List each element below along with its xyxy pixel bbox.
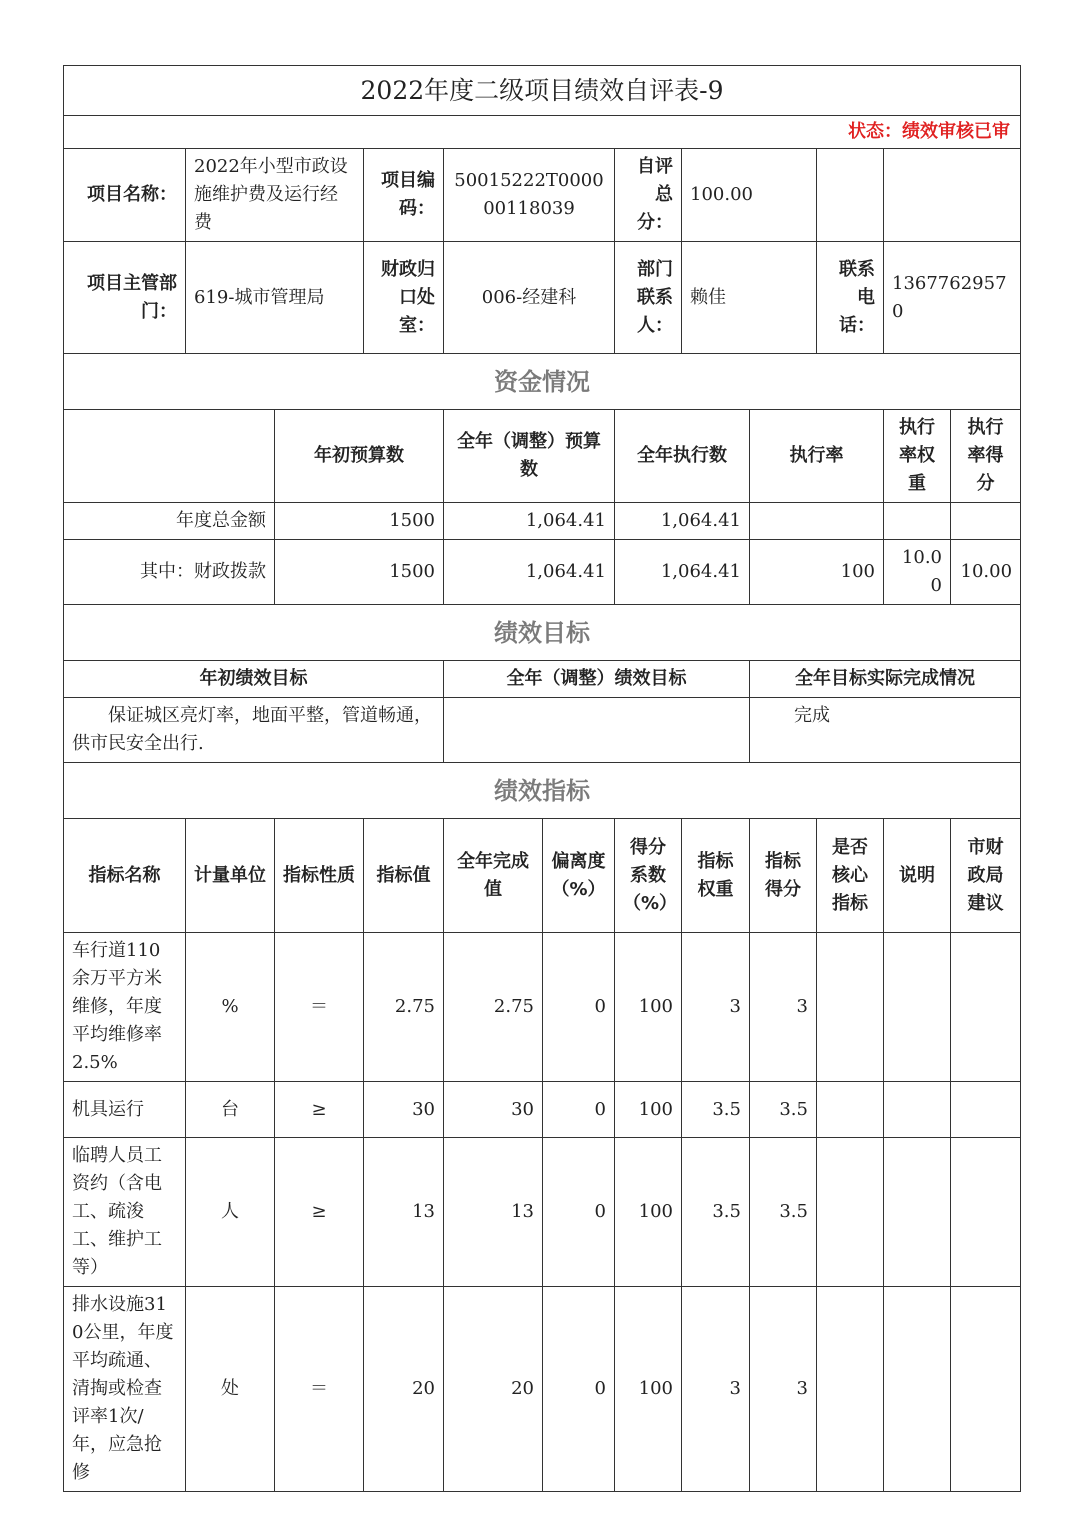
indicator-cell: 0	[543, 1138, 615, 1287]
indicator-header: 得分系数（%）	[615, 819, 682, 933]
indicator-cell: 2.75	[444, 933, 543, 1082]
indicator-cell: 机具运行	[64, 1082, 186, 1138]
indicator-row	[64, 1287, 1021, 1492]
indicator-header: 指标得分	[750, 819, 817, 933]
funds-cell	[884, 503, 951, 540]
indicator-cell: 30	[444, 1082, 543, 1138]
evaluation-sheet	[63, 65, 1020, 1492]
indicator-header: 说明	[884, 819, 951, 933]
indicator-cell: 100	[615, 1138, 682, 1287]
funds-header	[64, 410, 275, 503]
dept-value: 619-城市管理局	[186, 242, 364, 354]
indicator-cell	[951, 1287, 1021, 1492]
funds-cell: 10.00	[884, 540, 951, 605]
funds-cell	[951, 503, 1021, 540]
indicator-cell: 0	[543, 933, 615, 1082]
phone-value: 13677629570	[884, 242, 1021, 354]
indicator-row	[64, 1138, 1021, 1287]
indicator-cell: ≥	[275, 1138, 364, 1287]
indicator-cell: 3	[682, 1287, 750, 1492]
indicator-cell: ＝	[275, 1287, 364, 1492]
funds-cell	[750, 503, 884, 540]
indicator-header: 计量单位	[186, 819, 275, 933]
indicator-cell: 处	[186, 1287, 275, 1492]
dept-label: 项目主管部门：	[64, 242, 186, 354]
status-badge: 状态：绩效审核已审	[848, 121, 1011, 142]
funds-row	[64, 503, 1021, 540]
indicator-cell	[884, 1287, 951, 1492]
self-score: 100.00	[682, 149, 817, 242]
indicator-cell	[951, 1138, 1021, 1287]
indicator-header: 市财政局建议	[951, 819, 1021, 933]
funds-cell: 1500	[275, 540, 444, 605]
goals-section-title: 绩效目标	[64, 605, 1021, 661]
project-code-label: 项目编码：	[364, 149, 444, 242]
funds-header: 执行率得分	[951, 410, 1021, 503]
indicator-cell: 20	[364, 1287, 444, 1492]
indicator-cell: 0	[543, 1082, 615, 1138]
indicator-cell: %	[186, 933, 275, 1082]
funds-cell: 100	[750, 540, 884, 605]
indicator-cell: 台	[186, 1082, 275, 1138]
indicator-cell: 13	[444, 1138, 543, 1287]
indicator-row	[64, 933, 1021, 1082]
indicator-cell: 3.5	[750, 1082, 817, 1138]
indicator-cell: 30	[364, 1082, 444, 1138]
indicator-cell	[951, 1082, 1021, 1138]
indicator-cell	[817, 933, 884, 1082]
funds-cell: 10.00	[951, 540, 1021, 605]
initial-goal: 保证城区亮灯率，地面平整，管道畅通，供市民安全出行.	[64, 698, 444, 763]
funds-cell: 1500	[275, 503, 444, 540]
project-name: 2022年小型市政设施维护费及运行经费	[186, 149, 364, 242]
evaluation-table	[63, 65, 1021, 1492]
indicator-cell: 3	[750, 1287, 817, 1492]
indicator-cell: 100	[615, 933, 682, 1082]
contact-value: 赖佳	[682, 242, 817, 354]
indicator-cell: 2.75	[364, 933, 444, 1082]
indicator-cell: 3.5	[682, 1082, 750, 1138]
funds-cell: 其中：财政拨款	[64, 540, 275, 605]
funds-section-title: 资金情况	[64, 354, 1021, 410]
indicator-header: 指标权重	[682, 819, 750, 933]
indicators-section-title: 绩效指标	[64, 763, 1021, 819]
indicator-cell: ＝	[275, 933, 364, 1082]
indicator-header: 指标值	[364, 819, 444, 933]
indicator-header: 全年完成值	[444, 819, 543, 933]
indicator-cell: 13	[364, 1138, 444, 1287]
adjusted-goal	[444, 698, 750, 763]
indicator-cell: ≥	[275, 1082, 364, 1138]
indicator-cell: 3.5	[750, 1138, 817, 1287]
indicator-cell: 100	[615, 1287, 682, 1492]
goals-header: 全年目标实际完成情况	[750, 661, 1021, 698]
funds-cell: 1,064.41	[615, 503, 750, 540]
funds-cell: 1,064.41	[444, 540, 615, 605]
funds-header: 执行率权重	[884, 410, 951, 503]
page-title: 2022年度二级项目绩效自评表-9	[64, 66, 1021, 116]
project-name-label: 项目名称：	[64, 149, 186, 242]
funds-header: 执行率	[750, 410, 884, 503]
actual-completion: 完成	[750, 698, 1021, 763]
funds-header: 全年执行数	[615, 410, 750, 503]
indicator-header: 指标性质	[275, 819, 364, 933]
indicator-cell: 100	[615, 1082, 682, 1138]
indicator-cell	[884, 1082, 951, 1138]
indicator-cell	[817, 1082, 884, 1138]
indicator-header: 偏离度（%）	[543, 819, 615, 933]
phone-label: 联系电话：	[817, 242, 884, 354]
indicator-cell: 3.5	[682, 1138, 750, 1287]
indicator-cell: 3	[750, 933, 817, 1082]
contact-label: 部门联系人：	[615, 242, 682, 354]
funds-cell: 年度总金额	[64, 503, 275, 540]
indicator-header: 指标名称	[64, 819, 186, 933]
funds-header: 年初预算数	[275, 410, 444, 503]
goals-header: 全年（调整）绩效目标	[444, 661, 750, 698]
funds-cell: 1,064.41	[615, 540, 750, 605]
indicator-cell	[817, 1138, 884, 1287]
goals-header: 年初绩效目标	[64, 661, 444, 698]
indicator-cell: 临聘人员工资约（含电工、疏浚工、维护工等）	[64, 1138, 186, 1287]
indicator-cell	[817, 1287, 884, 1492]
indicator-cell	[951, 933, 1021, 1082]
indicator-cell: 0	[543, 1287, 615, 1492]
project-code: 50015222T000000118039	[444, 149, 615, 242]
score-label: 自评总分：	[615, 149, 682, 242]
indicator-cell	[884, 1138, 951, 1287]
indicator-cell: 排水设施310公里，年度平均疏通、清掏或检查评率1次/年，应急抢修	[64, 1287, 186, 1492]
office-label: 财政归口处室：	[364, 242, 444, 354]
office-value: 006-经建科	[444, 242, 615, 354]
funds-cell: 1,064.41	[444, 503, 615, 540]
indicator-cell: 3	[682, 933, 750, 1082]
indicator-cell: 车行道110余万平方米维修，年度平均维修率2.5%	[64, 933, 186, 1082]
indicator-row	[64, 1082, 1021, 1138]
indicator-cell: 20	[444, 1287, 543, 1492]
indicator-cell: 人	[186, 1138, 275, 1287]
indicator-cell	[884, 933, 951, 1082]
indicator-header: 是否核心指标	[817, 819, 884, 933]
funds-row	[64, 540, 1021, 605]
funds-header: 全年（调整）预算数	[444, 410, 615, 503]
